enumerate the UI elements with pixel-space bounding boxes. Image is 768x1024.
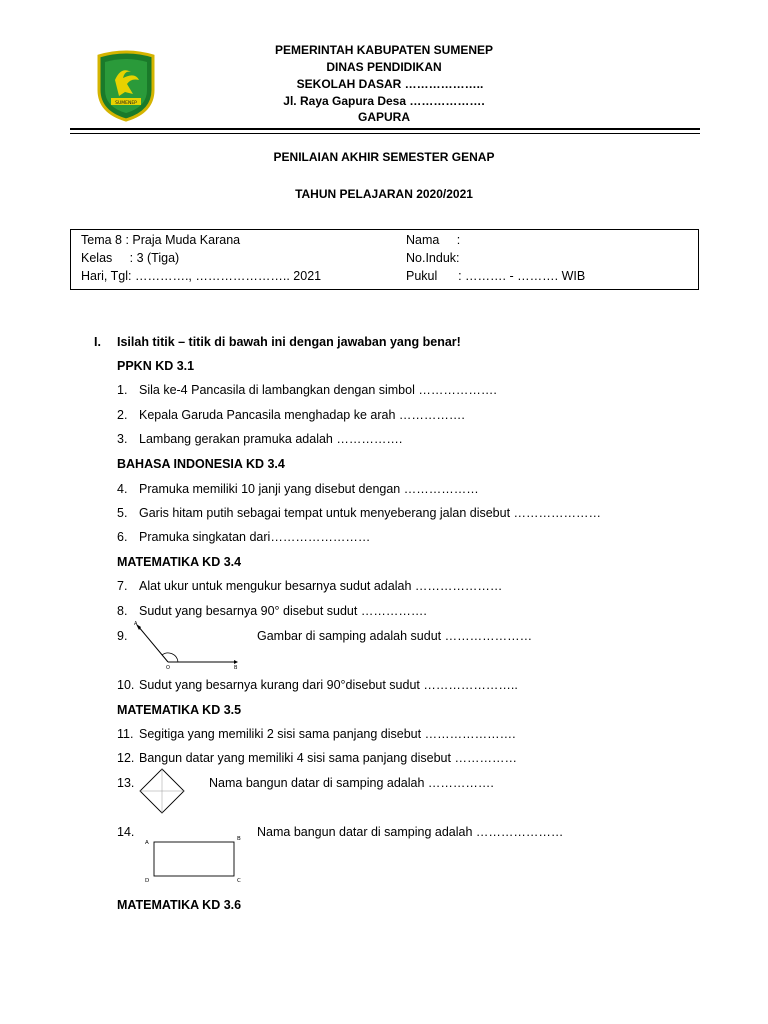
rhombus-figure — [136, 766, 188, 816]
student-info-box — [70, 229, 699, 290]
section-roman-numeral: I. — [94, 335, 101, 349]
section-instruction: Isilah titik – titik di bawah ini dengan jawaban yang benar! — [117, 335, 461, 349]
question-text: Pramuka memiliki 10 janji yang disebut dengan ……………… — [139, 482, 479, 496]
question-text: Sudut yang besarnya kurang dari 90°disebut sudut ………………….. — [139, 678, 518, 692]
question-number: 2. — [117, 408, 128, 422]
angle-label-o: O — [166, 665, 170, 670]
question-number: 11. — [117, 727, 134, 741]
exam-year: TAHUN PELAJARAN 2020/2021 — [295, 187, 473, 201]
logo-text: SUMENEP — [115, 101, 137, 106]
question-text: Bangun datar yang memiliki 4 sisi sama panjang disebut …………… — [139, 751, 517, 765]
question-text: Nama bangun datar di samping adalah ……………. — [209, 776, 494, 790]
rect-label-d: D — [145, 878, 150, 884]
info-kelas: Kelas : 3 (Tiga) — [81, 251, 180, 265]
question-text: Pramuka singkatan dari…………………… — [139, 530, 371, 544]
info-no-induk: No.Induk: — [406, 251, 460, 265]
obtuse-angle-figure — [130, 618, 242, 670]
question-number: 1. — [117, 383, 128, 397]
header-address: Jl. Raya Gapura Desa ………………. — [283, 94, 485, 108]
question-number: 6. — [117, 530, 128, 544]
question-number: 8. — [117, 604, 128, 618]
header-city: GAPURA — [357, 110, 410, 124]
rectangle-figure — [142, 833, 246, 885]
info-hari-tanggal: Hari, Tgl: …………., ………………….. 2021 — [81, 269, 322, 283]
subsection-ppkn: PPKN KD 3.1 — [117, 359, 195, 373]
angle-label-b: B — [234, 665, 238, 670]
subsection-matematika-3-5: MATEMATIKA KD 3.5 — [117, 703, 242, 717]
question-number: 9. — [117, 629, 128, 643]
header-rule-thick — [70, 128, 700, 130]
subsection-bahasa-indonesia: BAHASA INDONESIA KD 3.4 — [117, 457, 285, 471]
question-text: Lambang gerakan pramuka adalah ……………. — [139, 432, 403, 446]
question-number: 14. — [117, 825, 135, 839]
question-text: Gambar di samping adalah sudut ………………… — [257, 629, 533, 643]
question-number: 13. — [117, 776, 135, 790]
subsection-matematika-3-4: MATEMATIKA KD 3.4 — [117, 555, 242, 569]
info-nama: Nama : — [406, 233, 461, 247]
question-text: Nama bangun datar di samping adalah ………………… — [257, 825, 564, 839]
question-number: 12. — [117, 751, 135, 765]
header-rule-thin — [70, 133, 700, 134]
question-text: Segitiga yang memiliki 2 sisi sama panjang disebut …………………. — [139, 727, 516, 741]
info-tema: Tema 8 : Praja Muda Karana — [81, 233, 241, 247]
question-number: 10. — [117, 678, 135, 692]
header-school: SEKOLAH DASAR ……………….. — [296, 77, 484, 91]
question-number: 3. — [117, 432, 128, 446]
header-government: PEMERINTAH KABUPATEN SUMENEP — [274, 43, 493, 57]
exam-title: PENILAIAN AKHIR SEMESTER GENAP — [273, 150, 495, 164]
rect-label-b: B — [237, 836, 241, 842]
question-text: Alat ukur untuk mengukur besarnya sudut adalah ………………… — [139, 579, 503, 593]
angle-label-a: A — [134, 621, 138, 627]
question-number: 7. — [117, 579, 128, 593]
header-department: DINAS PENDIDIKAN — [326, 60, 442, 74]
info-pukul: Pukul : ………. - ………. WIB — [406, 269, 586, 283]
question-number: 5. — [117, 506, 128, 520]
question-text: Kepala Garuda Pancasila menghadap ke arah ……………. — [139, 408, 465, 422]
rect-label-c: C — [237, 878, 241, 884]
question-text: Garis hitam putih sebagai tempat untuk menyeberang jalan disebut ………………… — [139, 506, 602, 520]
subsection-matematika-3-6: MATEMATIKA KD 3.6 — [117, 898, 242, 912]
rect-label-a: A — [145, 840, 149, 846]
question-text: Sudut yang besarnya 90° disebut sudut ……………. — [139, 604, 427, 618]
question-text: Sila ke-4 Pancasila di lambangkan dengan simbol ………………. — [139, 383, 497, 397]
question-number: 4. — [117, 482, 128, 496]
